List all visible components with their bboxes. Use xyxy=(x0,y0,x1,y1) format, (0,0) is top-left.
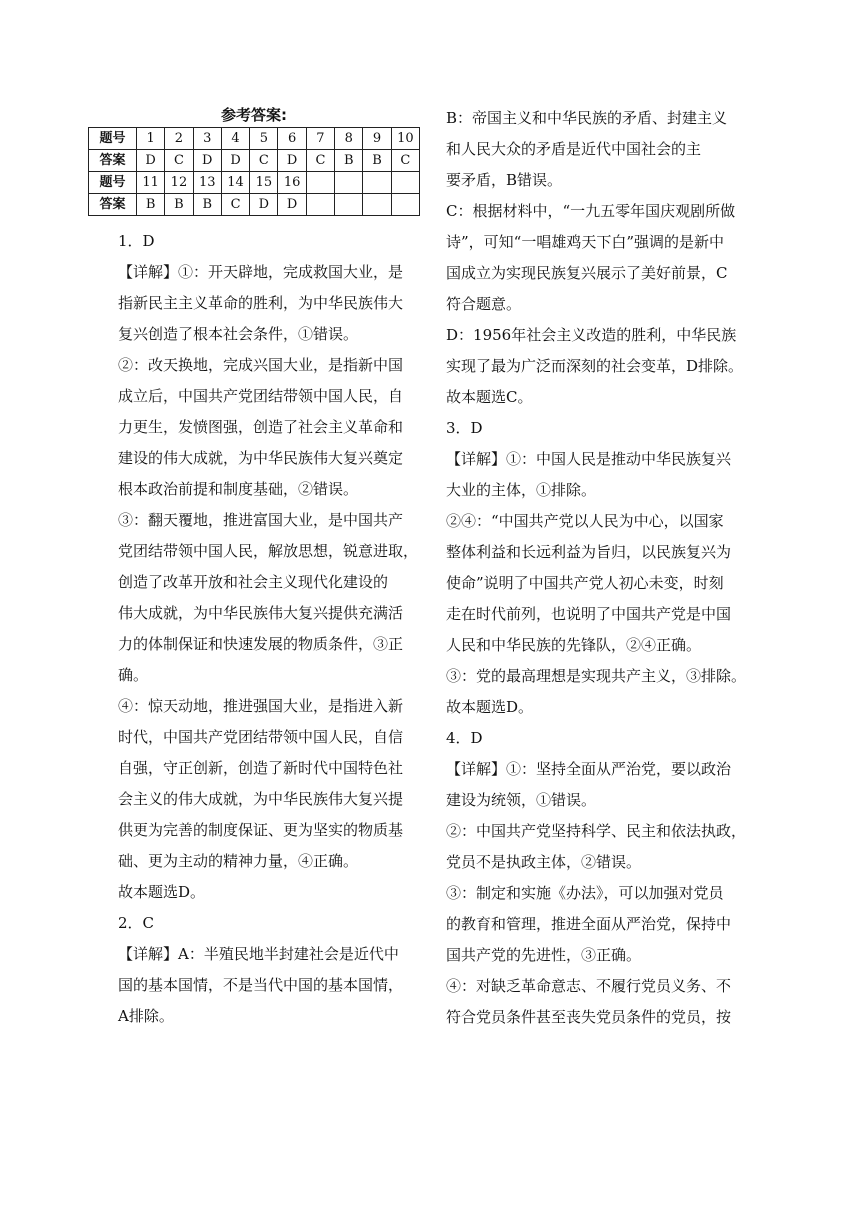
left-column-text xyxy=(118,226,428,1032)
text-line: 根本政治前提和制度基础，②错误。 xyxy=(118,480,359,498)
right-column-text xyxy=(446,103,798,1033)
text-line: 诗”，可知“一唱雄鸡天下白”强调的是新中 xyxy=(446,233,725,251)
table-cell: B xyxy=(137,194,165,216)
text-line: 符合题意。 xyxy=(446,295,522,313)
text-line: 建设为统领，①错误。 xyxy=(446,791,597,809)
table-cell: 8 xyxy=(335,128,363,150)
text-line: 【详解】①：中国人民是推动中华民族复兴 xyxy=(446,450,732,468)
table-cell: B xyxy=(335,150,363,172)
table-cell: C xyxy=(391,150,419,172)
table-cell: 13 xyxy=(193,172,221,194)
text-line: 3．D xyxy=(446,419,483,437)
table-row xyxy=(89,150,420,172)
text-line: 党员不是执政主体，②错误。 xyxy=(446,853,642,871)
text-line: D：1956年社会主义改造的胜利，中华民族 xyxy=(446,326,737,344)
text-line: 复兴创造了根本社会条件，①错误。 xyxy=(118,325,359,343)
text-line: 国的基本国情，不是当代中国的基本国情， xyxy=(118,976,404,994)
table-cell: D xyxy=(193,150,221,172)
text-line: 的教育和管理，推进全面从严治党，保持中 xyxy=(446,915,732,933)
text-line: ③：党的最高理想是实现共产主义，③排除。 xyxy=(446,667,747,685)
text-line: ③：翻天覆地，推进富国大业，是中国共产 xyxy=(118,511,404,529)
text-line: 1．D xyxy=(118,232,155,250)
text-line: 力的体制保证和快速发展的物质条件，③正 xyxy=(118,635,404,653)
table-cell xyxy=(363,172,391,194)
text-line: 故本题选D。 xyxy=(446,698,534,716)
text-line: C：根据材料中，“一九五零年国庆观剧所做 xyxy=(446,202,736,220)
table-cell xyxy=(363,194,391,216)
text-line: 础、更为主动的精神力量，④正确。 xyxy=(118,852,359,870)
text-line: 【详解】①：坚持全面从严治党，要以政治 xyxy=(446,760,732,778)
table-cell: C xyxy=(306,150,334,172)
table-row xyxy=(89,172,420,194)
text-line: 实现了最为广泛而深刻的社会变革，D排除。 xyxy=(446,357,744,375)
text-line: 人民和中华民族的先锋队，②④正确。 xyxy=(446,636,702,654)
table-cell: 15 xyxy=(250,172,278,194)
table-cell: 9 xyxy=(363,128,391,150)
row-header: 答案 xyxy=(89,150,137,172)
table-cell xyxy=(391,172,419,194)
text-line: 4．D xyxy=(446,729,483,747)
text-line: 力更生，发愤图强，创造了社会主义革命和 xyxy=(118,418,404,436)
text-line: 指新民主主义革命的胜利，为中华民族伟大 xyxy=(118,294,404,312)
text-line: 党团结带领中国人民，解放思想，锐意进取， xyxy=(118,542,419,560)
table-cell: 5 xyxy=(250,128,278,150)
text-line: 故本题选C。 xyxy=(446,388,533,406)
text-line: 成立后，中国共产党团结带领中国人民，自 xyxy=(118,387,404,405)
text-line: 会主义的伟大成就，为中华民族伟大复兴提 xyxy=(118,790,404,808)
table-cell xyxy=(335,194,363,216)
table-cell: 4 xyxy=(221,128,249,150)
text-line: 时代，中国共产党团结带领中国人民，自信 xyxy=(118,728,404,746)
table-cell: D xyxy=(221,150,249,172)
text-line: 创造了改革开放和社会主义现代化建设的 xyxy=(118,573,389,591)
text-line: 使命”说明了中国共产党人初心未变，时刻 xyxy=(446,574,724,592)
table-cell xyxy=(335,172,363,194)
table-cell: B xyxy=(165,194,193,216)
table-cell xyxy=(306,172,334,194)
text-line: ④：对缺乏革命意志、不履行党员义务、不 xyxy=(446,977,732,995)
table-row xyxy=(89,128,420,150)
row-header: 题号 xyxy=(89,172,137,194)
table-cell: D xyxy=(278,194,306,216)
table-cell: 16 xyxy=(278,172,306,194)
text-line: 和人民大众的矛盾是近代中国社会的主 xyxy=(446,140,702,158)
text-line: 2．C xyxy=(118,914,155,932)
text-line: 大业的主体，①排除。 xyxy=(446,481,597,499)
table-cell: 1 xyxy=(137,128,165,150)
table-cell: C xyxy=(165,150,193,172)
table-cell: D xyxy=(137,150,165,172)
text-line: 自强，守正创新，创造了新时代中国特色社 xyxy=(118,759,404,777)
text-line: ③：制定和实施《办法》，可以加强对党员 xyxy=(446,884,724,902)
table-cell xyxy=(306,194,334,216)
text-line: 走在时代前列，也说明了中国共产党是中国 xyxy=(446,605,732,623)
text-line: 伟大成就，为中华民族伟大复兴提供充满活 xyxy=(118,604,404,622)
row-header: 题号 xyxy=(89,128,137,150)
table-cell xyxy=(391,194,419,216)
text-line: 【详解】①：开天辟地，完成救国大业，是 xyxy=(118,263,404,281)
text-line: 故本题选D。 xyxy=(118,883,206,901)
table-cell: 6 xyxy=(278,128,306,150)
table-cell: 7 xyxy=(306,128,334,150)
text-line: ④：惊天动地，推进强国大业，是指进入新 xyxy=(118,697,404,715)
text-line: 国共产党的先进性，③正确。 xyxy=(446,946,642,964)
table-cell: D xyxy=(250,194,278,216)
text-line: A排除。 xyxy=(118,1007,174,1025)
text-line: 建设的伟大成就，为中华民族伟大复兴奠定 xyxy=(118,449,404,467)
row-header: 答案 xyxy=(89,194,137,216)
text-line: 【详解】A：半殖民地半封建社会是近代中 xyxy=(118,945,399,963)
text-line: ②：中国共产党坚持科学、民主和依法执政， xyxy=(446,822,747,840)
text-line: B：帝国主义和中华民族的矛盾、封建主义 xyxy=(446,109,728,127)
text-line: 符合党员条件甚至丧失党员条件的党员，按 xyxy=(446,1008,732,1026)
table-cell: 12 xyxy=(165,172,193,194)
text-line: ②：改天换地，完成兴国大业，是指新中国 xyxy=(118,356,404,374)
table-cell: 14 xyxy=(221,172,249,194)
answer-key-title: 参考答案: xyxy=(221,106,287,124)
table-cell: 11 xyxy=(137,172,165,194)
text-line: 确。 xyxy=(118,666,149,684)
text-line: 供更为完善的制度保证、更为坚实的物质基 xyxy=(118,821,404,839)
table-cell: B xyxy=(193,194,221,216)
table-cell: C xyxy=(250,150,278,172)
table-cell: 10 xyxy=(391,128,419,150)
table-cell: C xyxy=(221,194,249,216)
answer-key-table xyxy=(88,127,420,216)
table-cell: D xyxy=(278,150,306,172)
text-line: 国成立为实现民族复兴展示了美好前景，C xyxy=(446,264,728,282)
table-cell: 3 xyxy=(193,128,221,150)
text-line: 整体利益和长远利益为旨归，以民族复兴为 xyxy=(446,543,732,561)
text-line: 要矛盾，B错误。 xyxy=(446,171,563,189)
text-line: ②④：“中国共产党以人民为中心，以国家 xyxy=(446,512,724,530)
table-cell: B xyxy=(363,150,391,172)
table-cell: 2 xyxy=(165,128,193,150)
table-row xyxy=(89,194,420,216)
